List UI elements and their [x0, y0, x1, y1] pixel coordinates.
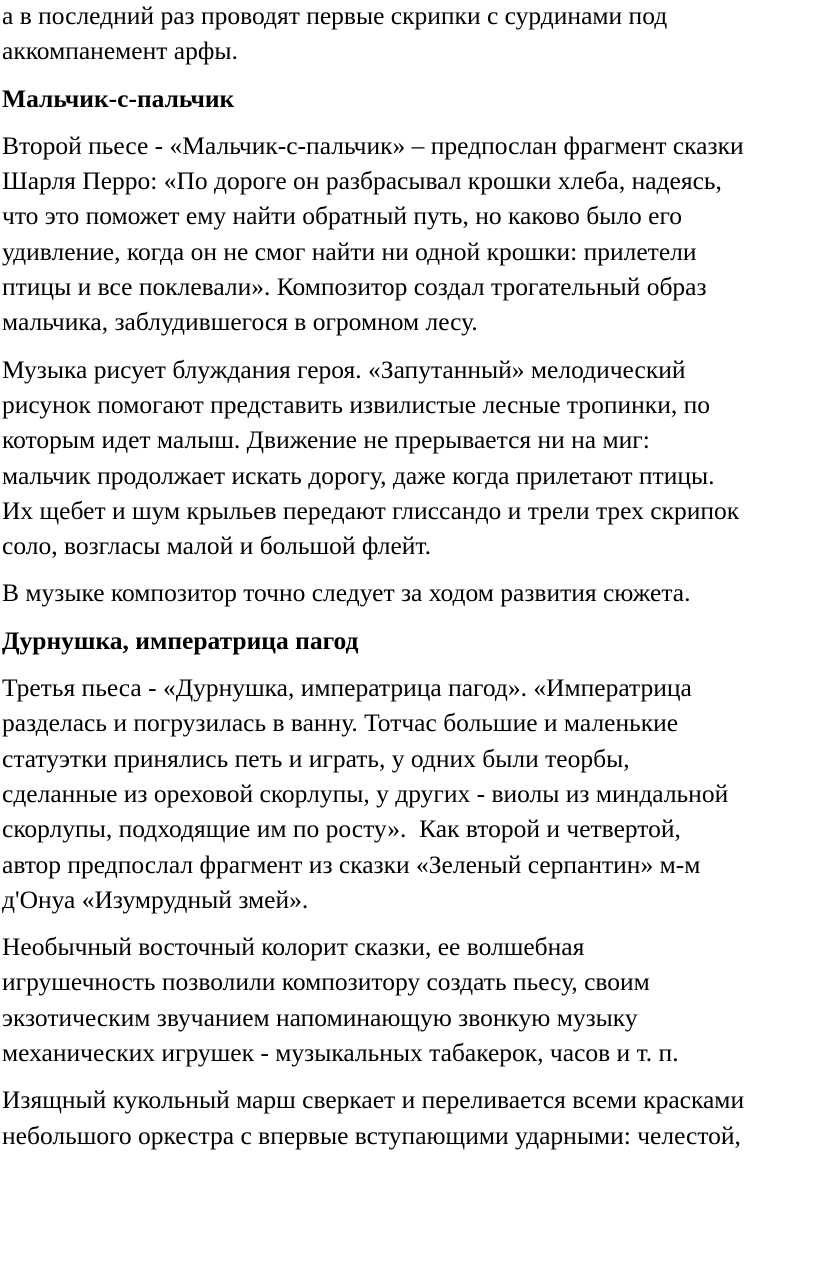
text-line: аккомпанемент арфы.: [2, 36, 238, 66]
text-line: разделась и погрузилась в ванну. Тотчас большие и маленькие: [2, 708, 679, 738]
text-line: В музыке композитор точно следует за ходом развития сюжета.: [2, 578, 691, 608]
text-line: скорлупы, подходящие им по росту». Как второй и четвертой,: [2, 814, 681, 844]
text-line: экзотическим звучанием напоминающую звонкую музыку: [2, 1002, 638, 1032]
text-line: птицы и все поклевали». Композитор создал трогательный образ: [2, 272, 707, 302]
text-line: мальчика, заблудившегося в огромном лесу.: [2, 307, 478, 337]
section-heading: [2, 623, 816, 658]
text-line: Второй пьесе - «Мальчик-с-пальчик» – предпослан фрагмент сказки: [2, 130, 744, 160]
intro-paragraph: [2, 0, 816, 69]
text-line: Их щебет и шум крыльев передают глиссандо и трели трех скрипок: [2, 495, 740, 525]
body-paragraph: [2, 670, 816, 917]
text-line: мальчик продолжает искать дорогу, даже когда прилетают птицы.: [2, 460, 715, 490]
body-paragraph: [2, 575, 816, 610]
text-line: Третья пьеса - «Дурнушка, императрица пагод». «Императрица: [2, 673, 692, 703]
heading-text: Дурнушка, императрица пагод: [2, 625, 359, 655]
text-line: небольшого оркестра с впервые вступающими ударными: челестой,: [2, 1120, 741, 1150]
text-line: д'Онуа «Изумрудный змей».: [2, 884, 309, 914]
heading-text: Мальчик-с-пальчик: [2, 83, 235, 113]
body-paragraph: [2, 128, 816, 340]
text-line: что это поможет ему найти обратный путь, но каково было его: [2, 201, 683, 231]
text-line: а в последний раз проводят первые скрипки с сурдинами под: [2, 1, 668, 30]
text-line: статуэтки принялись петь и играть, у одних были теорбы,: [2, 743, 630, 773]
body-paragraph: [2, 352, 816, 564]
section-heading: [2, 81, 816, 116]
text-line: Необычный восточный колорит сказки, ее волшебная: [2, 932, 585, 962]
text-line: механических игрушек - музыкальных табакерок, часов и т. п.: [2, 1038, 679, 1068]
text-line: рисунок помогают представить извилистые лесные тропинки, по: [2, 389, 710, 419]
body-paragraph: [2, 1082, 816, 1153]
text-line: Музыка рисует блуждания героя. «Запутанный» мелодический: [2, 354, 686, 384]
text-line: удивление, когда он не смог найти ни одной крошки: прилетели: [2, 236, 697, 266]
text-line: Изящный кукольный марш сверкает и переливается всеми красками: [2, 1085, 745, 1115]
body-paragraph: [2, 929, 816, 1070]
text-line: сделанные из ореховой скорлупы, у других - виолы из миндальной: [2, 778, 729, 808]
text-line: автор предпослал фрагмент из сказки «Зеленый серпантин» м-м: [2, 849, 701, 879]
text-line: Шарля Перро: «По дороге он разбрасывал крошки хлеба, надеясь,: [2, 166, 722, 196]
text-line: игрушечность позволили композитору создать пьесу, своим: [2, 967, 650, 997]
text-line: соло, возгласы малой и большой флейт.: [2, 531, 432, 561]
text-line: которым идет малыш. Движение не прерывается ни на миг:: [2, 425, 650, 455]
